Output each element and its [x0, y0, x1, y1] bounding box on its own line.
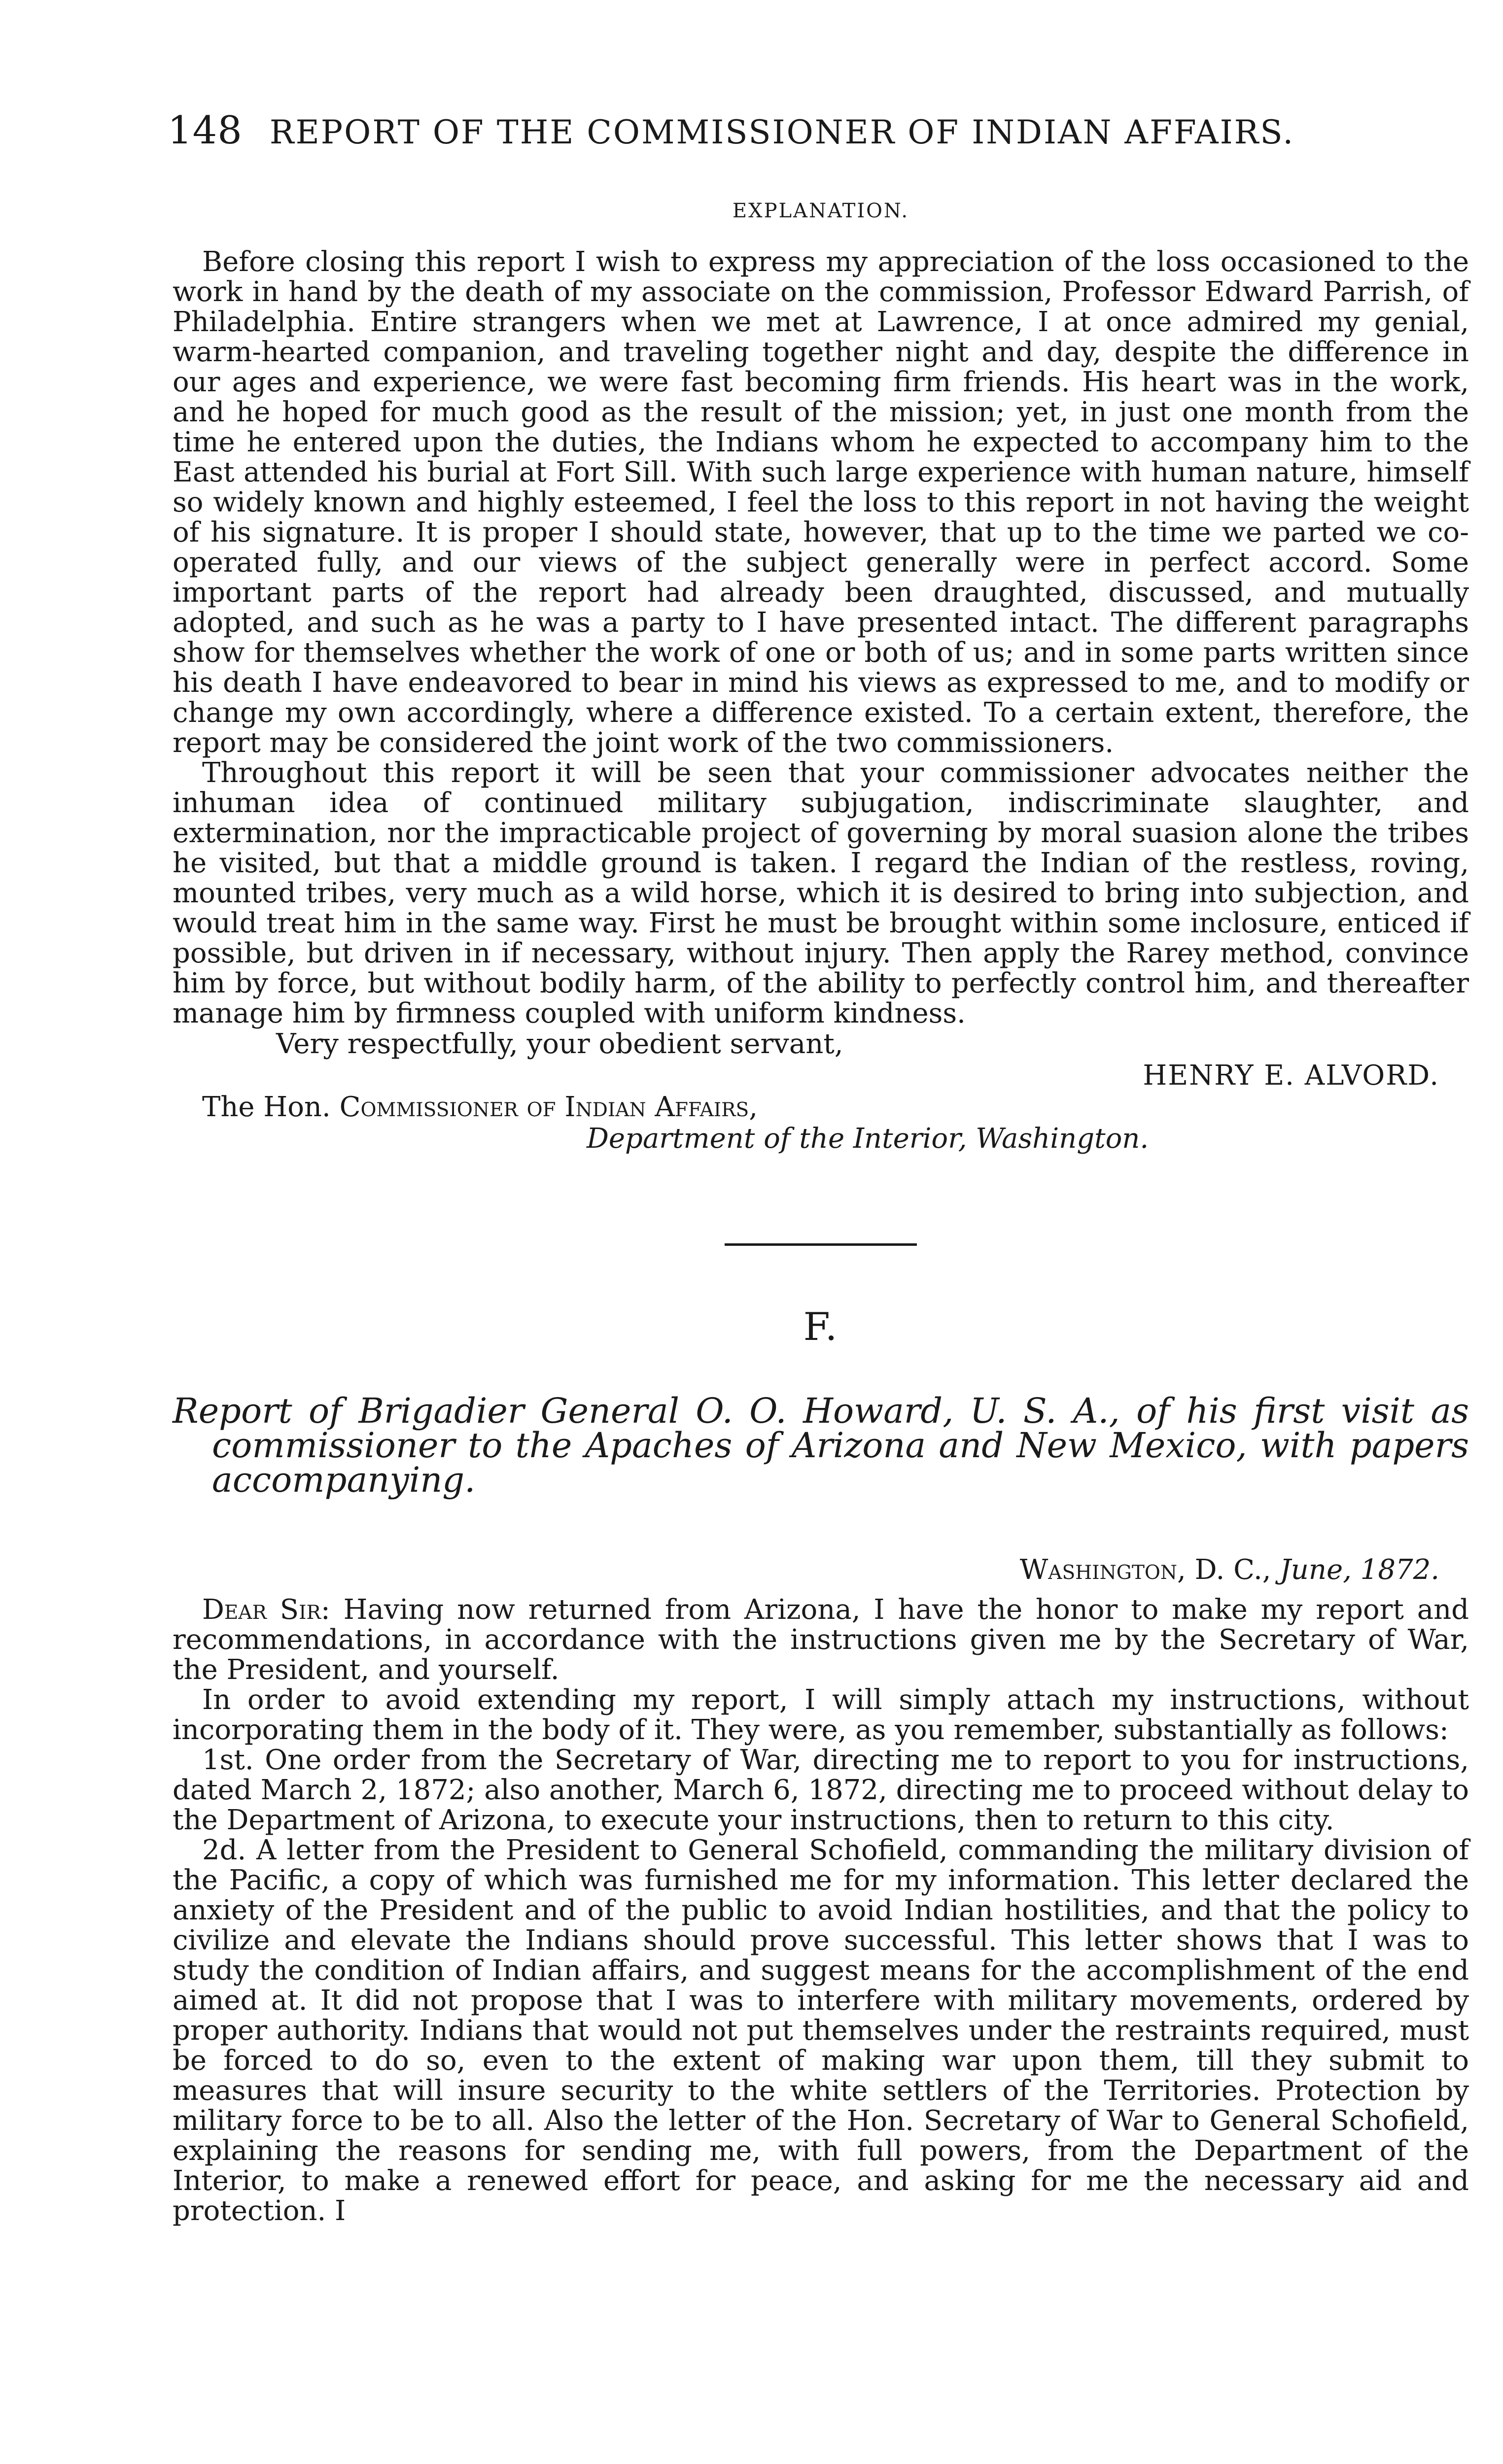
signature: HENRY E. ALVORD.: [1143, 1060, 1439, 1092]
report-body: [173, 1595, 1469, 2226]
report-paragraph-3: 1st. One order from the Secretary of War, directing me to report to you for instructions, dated March 2, 1872; also another, March 6, 1872, directing me to proceed without delay to the Department of Arizona, to execute your instructions, then to return to this city.: [173, 1744, 1469, 1836]
salutation: Dear Sir:: [202, 1594, 330, 1626]
dateline-place: Washington, D. C.,: [1019, 1554, 1271, 1586]
addressee-title: Commissioner of Indian Affairs,: [339, 1091, 758, 1123]
running-title: REPORT OF THE COMMISSIONER OF INDIAN AFFAIRS.: [269, 113, 1295, 151]
addressee-prefix: The Hon.: [202, 1091, 331, 1123]
section-divider: [725, 1243, 917, 1246]
page-number: 148: [168, 108, 243, 153]
department: Department of the Interior, Washington.: [587, 1123, 1149, 1155]
section-title: EXPLANATION.: [732, 200, 909, 222]
dateline: [173, 1554, 1439, 1586]
addressee: [202, 1092, 1469, 1123]
explanation-paragraph-1: Before closing this report I wish to express my appreciation of the loss occasioned to the work in hand by the death of my associate on the commission, Professor Edward Parrish, of Philadelphia. Entire strangers when we met at Lawrence, I at once admired my genial, warm-hearted companion, and traveling together night and day, despite the difference in our ages and experience, we were fast becoming firm friends. His heart was in the work, and he hoped for much good as the result of the mission; yet, in just one month from the time he entered upon the duties, the Indians whom he expected to accompany him to the East attended his burial at Fort Sill. With such large experience with human nature, himself so widely known and highly esteemed, I feel the loss to this report in not having the weight of his signature. It is proper I should state, however, that up to the time we parted we co-operated fully, and our views of the subject generally were in perfect accord. Some important parts of the report had already been draughted, discussed, and mutually adopted, and such as he was a party to I have presented intact. The different paragraphs show for themselves whether the work of one or both of us; and in some parts written since his death I have endeavored to bear in mind his views as expressed to me, and to modify or change my own accordingly, where a difference existed. To a certain extent, therefore, the report may be considered the joint work of the two commissioners.: [173, 246, 1469, 759]
report-paragraph-4: 2d. A letter from the President to General Schofield, commanding the military division of the Pacific, a copy of which was furnished me for my information. This letter declared the anxiety of the President and of the public to avoid Indian hostilities, and that the policy to civilize and elevate the Indians should prove successful. This letter shows that I was to study the condition of Indian affairs, and suggest means for the accomplishment of the end aimed at. It did not propose that I was to interfere with military movements, ordered by proper authority. Indians that would not put themselves under the restraints required, must be forced to do so, even to the extent of making war upon them, till they submit to measures that will insure security to the white settlers of the Territories. Protection by military force to be to all. Also the letter of the Hon. Secretary of War to General Schofield, explaining the reasons for sending me, with full powers, from the Department of the Interior, to make a renewed effort for peace, and asking for me the necessary aid and protection. I: [173, 1834, 1469, 2227]
report-paragraph-1-text: Having now returned from Arizona, I have the honor to make my report and recommendations, in accordance with the instructions given me by the Secretary of War, the President, and yourself.: [173, 1594, 1469, 1686]
explanation-paragraph-2: Throughout this report it will be seen that your commissioner advocates neither the inhuman idea of continued military subjugation, indiscriminate slaughter, and extermination, nor the impracticable project of governing by moral suasion alone the tribes he visited, but that a middle ground is taken. I regard the Indian of the restless, roving, mounted tribes, very much as a wild horse, which it is desired to bring into subjection, and would treat him in the same way. First he must be brought within some inclosure, enticed if possible, but driven in if necessary, without injury. Then apply the Rarey method, convince him by force, but without bodily harm, of the ability to perfectly control him, and thereafter manage him by firmness coupled with uniform kindness.: [173, 757, 1469, 1029]
appendix-letter: F.: [803, 1305, 839, 1349]
report-title: Report of Brigadier General O. O. Howard, U. S. A., of his first visit as commissioner to the Apaches of Arizona and New Mexico, with papers accompanying.: [173, 1391, 1469, 1500]
report-paragraph-1: [173, 1595, 1469, 1685]
report-paragraph-2: In order to avoid extending my report, I will simply attach my instructions, without incorporating them in the body of it. They were, as you remember, substantially as follows:: [173, 1684, 1469, 1746]
dateline-date: June, 1872.: [1280, 1554, 1439, 1586]
complimentary-close: Very respectfully, your obedient servant,: [276, 1028, 843, 1060]
running-head: [168, 108, 1469, 153]
letter-closing: [173, 1028, 1469, 1155]
page: [168, 108, 1469, 2227]
